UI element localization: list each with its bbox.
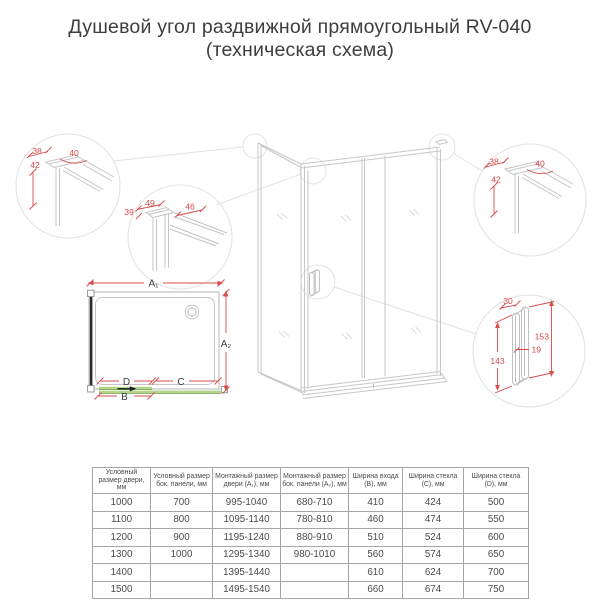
dim-mid-left-49: 49 <box>145 198 155 208</box>
col-header-panel-mounting: Монтажный размер бок. панели (A₂), мм <box>281 468 349 494</box>
table-cell: 700 <box>464 564 529 582</box>
table-cell: 500 <box>464 494 529 512</box>
dim-top-right-42: 42 <box>491 174 501 185</box>
dim-top-left-42: 42 <box>30 160 40 170</box>
table-cell: 980-1010 <box>281 546 349 564</box>
glass-shine-marks <box>277 209 421 340</box>
table-cell: 1495-1540 <box>213 581 281 599</box>
dim-handle-19: 19 <box>531 344 542 355</box>
table-cell: 900 <box>151 529 213 547</box>
dim-mid-left-46: 46 <box>185 201 195 212</box>
table-cell: 1095-1140 <box>213 511 281 529</box>
dim-top-left-38: 38 <box>32 146 42 156</box>
plan-label-c: C <box>177 376 185 388</box>
table-cell: 550 <box>464 511 529 529</box>
table-cell: 660 <box>349 581 403 599</box>
title-line-2: (техническая схема) <box>205 39 395 61</box>
col-header-glass-d: Ширина стекла (D), мм <box>464 468 529 494</box>
col-header-entry-width: Ширина входа (B), мм <box>349 468 403 494</box>
table-cell: 460 <box>349 511 403 529</box>
col-header-panel-nominal: Условный размер бок. панели, мм <box>151 468 213 494</box>
table-cell: 1295-1340 <box>213 546 281 564</box>
table-cell: 1400 <box>93 564 151 582</box>
table-cell: 780-810 <box>281 511 349 529</box>
table-cell <box>281 581 349 599</box>
table-cell: 560 <box>349 546 403 564</box>
table-cell: 650 <box>464 546 529 564</box>
table-cell: 680-710 <box>281 494 349 512</box>
size-table-container <box>92 467 529 599</box>
detail-marker-circles <box>243 134 455 299</box>
table-cell: 1000 <box>151 546 213 564</box>
table-cell: 1395-1440 <box>213 564 281 582</box>
plan-outline <box>89 292 219 389</box>
table-cell: 1300 <box>93 546 151 564</box>
page-title <box>0 16 600 62</box>
table-row <box>93 564 529 582</box>
dim-top-right-38: 38 <box>489 156 499 167</box>
table-cell: 600 <box>464 529 529 547</box>
detail-top-right <box>484 157 573 234</box>
table-cell: 424 <box>403 494 464 512</box>
size-table <box>92 467 529 599</box>
detail-mid-left <box>124 198 227 271</box>
table-cell: 995-1040 <box>213 494 281 512</box>
table-row <box>93 529 529 547</box>
table-cell: 674 <box>403 581 464 599</box>
wall-profile-bar <box>90 297 93 386</box>
table-cell: 1100 <box>93 511 151 529</box>
dim-top-right-40: 40 <box>535 158 545 169</box>
table-cell: 1200 <box>93 529 151 547</box>
dim-top-left-40: 40 <box>69 148 79 158</box>
table-cell: 800 <box>151 511 213 529</box>
table-row <box>93 581 529 599</box>
col-header-door-nominal: Условный размер двери, мм <box>93 468 151 494</box>
plan-label-b: B <box>121 392 128 403</box>
table-cell: 510 <box>349 529 403 547</box>
table-cell: 1195-1240 <box>213 529 281 547</box>
detail-top-left <box>27 146 114 226</box>
dim-handle-30: 30 <box>503 296 513 306</box>
top-rail-cap <box>436 140 448 145</box>
main-3d-view <box>258 140 448 399</box>
title-line-1: Душевой угол раздвижной прямоугольный RV-040 <box>68 16 532 38</box>
side-panel <box>258 143 304 394</box>
table-cell <box>151 564 213 582</box>
table-cell: 474 <box>403 511 464 529</box>
plan-label-a2: A₂ <box>220 339 232 350</box>
technical-drawing <box>0 70 600 460</box>
table-cell: 410 <box>349 494 403 512</box>
drain-icon <box>185 305 199 319</box>
table-cell: 880-910 <box>281 529 349 547</box>
dim-mid-left-39: 39 <box>124 207 134 217</box>
table-cell: 700 <box>151 494 213 512</box>
table-cell: 750 <box>464 581 529 599</box>
table-row <box>93 511 529 529</box>
table-cell: 524 <box>403 529 464 547</box>
front-frame <box>301 147 441 393</box>
table-header-row <box>93 468 529 494</box>
table-cell: 1000 <box>93 494 151 512</box>
profile-end-caps <box>88 290 228 393</box>
plan-label-a1: A₁ <box>148 278 159 290</box>
col-header-door-mounting: Монтажный размер двери (A₁), мм <box>213 468 281 494</box>
bottom-rail <box>301 372 447 399</box>
detail-circle-mid-left <box>128 185 232 289</box>
table-cell: 1500 <box>93 581 151 599</box>
plan-label-d: D <box>122 376 131 388</box>
detail-handle <box>490 296 554 393</box>
shower-tray <box>96 298 215 385</box>
table-cell: 624 <box>403 564 464 582</box>
dim-handle-153: 153 <box>534 331 549 342</box>
door-handle-3d <box>310 270 320 296</box>
table-cell: 610 <box>349 564 403 582</box>
door-panel-edges <box>362 156 385 379</box>
table-cell <box>281 564 349 582</box>
table-row <box>93 546 529 564</box>
table-cell: 574 <box>403 546 464 564</box>
dim-handle-143: 143 <box>490 356 505 366</box>
table-cell <box>151 581 213 599</box>
table-row <box>93 494 529 512</box>
col-header-glass-c: Ширина стекла (C), мм <box>403 468 464 494</box>
plan-view <box>87 279 232 404</box>
size-table-body <box>93 494 529 599</box>
